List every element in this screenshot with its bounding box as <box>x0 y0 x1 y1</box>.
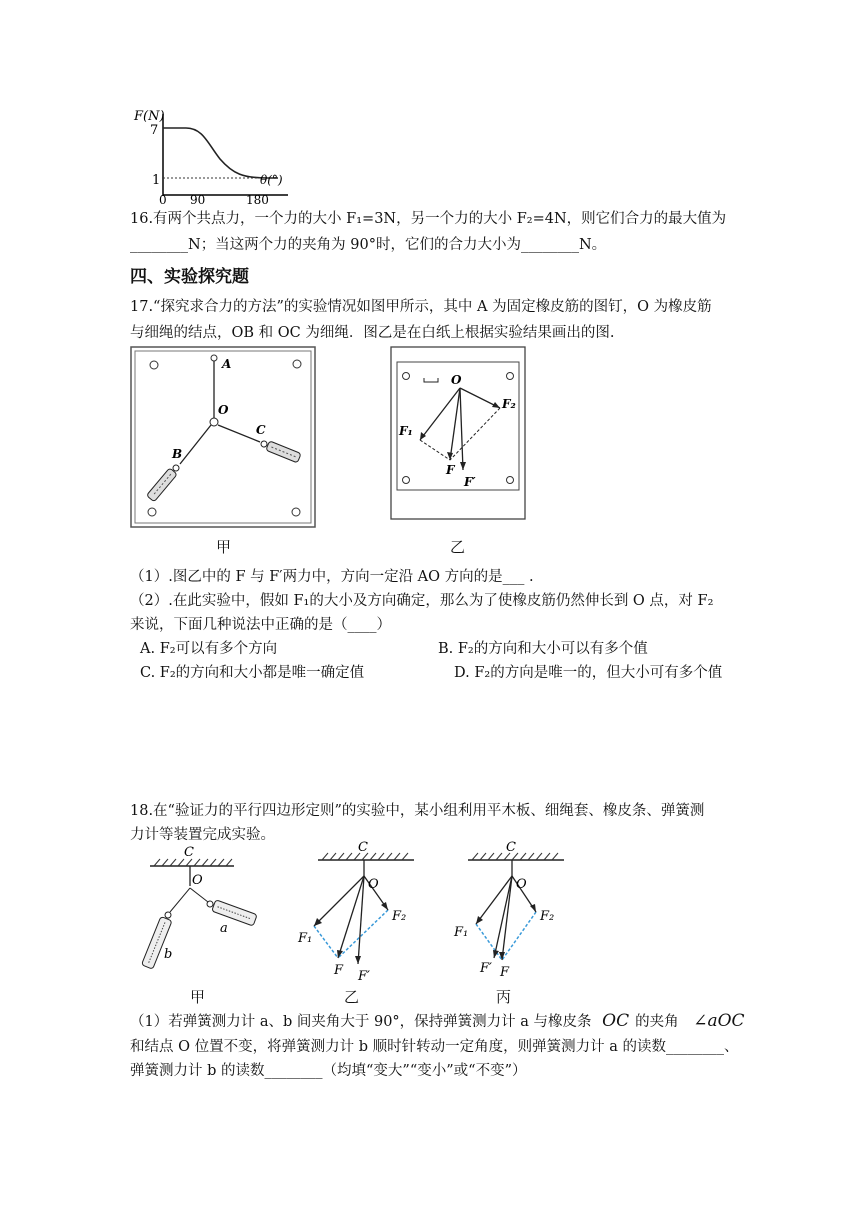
f2-arrowhead <box>381 902 388 910</box>
f-arrowhead <box>499 952 505 960</box>
force-angle-graph <box>128 104 298 206</box>
graph-ymax-label: 7 <box>150 123 159 138</box>
q17-option-c: C. F₂的方向和大小都是唯一确定值 <box>140 665 365 681</box>
f1-arrowhead <box>476 916 483 924</box>
graph-ylabel: F(N) <box>134 109 165 124</box>
label-f1: F₁ <box>298 931 313 946</box>
q18-part1-pre: （1）若弹簧测力计 a、b 间夹角大于 90°，保持弹簧测力计 a 与橡皮条 <box>130 1014 592 1030</box>
q18-line1: 18.在“验证力的平行四边形定则”的实验中，某小组利用平木板、细绳套、橡皮条、弹簧测 <box>130 803 705 819</box>
q18-angle-symbol: ∠aOC <box>693 1011 745 1031</box>
q17-yi-caption: 乙 <box>450 538 466 556</box>
graph-xlabel: θ(°) <box>260 173 283 187</box>
q18-yi-caption: 乙 <box>344 988 360 1006</box>
q18-bing-caption: 丙 <box>496 988 512 1006</box>
string-b <box>170 888 190 912</box>
board-outer <box>131 347 315 527</box>
knot-o <box>210 418 218 426</box>
q17-figure-jia <box>130 346 316 528</box>
spring-scale-a <box>205 897 257 926</box>
q18-part1-line2: 和结点 O 位置不变，将弹簧测力计 b 顺时针转动一定角度，则弹簧测力计 a 的读数________、 <box>130 1039 739 1055</box>
q18-jia-caption: 甲 <box>190 988 206 1006</box>
label-f1: F₁ <box>454 925 469 940</box>
pin-br <box>292 508 300 516</box>
q17-option-d: D. F₂的方向是唯一的，但大小可有多个值 <box>454 665 723 681</box>
q17-line2: 与细绳的结点，OB 和 OC 为细绳．图乙是在白纸上根据实验结果画出的图. <box>130 325 615 341</box>
q18-figure-jia <box>130 840 270 980</box>
fp-arrowhead <box>355 956 361 964</box>
q17-option-b: B. F₂的方向和大小可以有多个值 <box>438 641 648 657</box>
label-b: B <box>172 447 183 461</box>
pin-tl <box>403 373 410 380</box>
graph-curve <box>163 128 278 178</box>
q18-part1-line1 <box>130 1008 745 1035</box>
pin-a <box>211 355 217 361</box>
label-o: O <box>451 373 462 387</box>
q17-part1: （1）.图乙中的 F 与 F′两力中，方向一定沿 AO 方向的是___ . <box>130 569 534 585</box>
q17-part2-line2: 来说，下面几种说法中正确的是（____） <box>130 617 391 633</box>
label-c: C <box>506 840 516 855</box>
pin-tr <box>293 360 301 368</box>
pin-tr <box>507 373 514 380</box>
pin-br <box>507 477 514 484</box>
label-c: C <box>256 423 266 437</box>
label-f2: F₂ <box>502 397 516 411</box>
label-a: A <box>222 357 232 371</box>
graph-xtick-90: 90 <box>190 193 206 206</box>
label-o: O <box>368 877 379 892</box>
label-f: F <box>446 463 455 477</box>
q18-part1-line3: 弹簧测力计 b 的读数________（均填“变大”“变小”或“不变”） <box>130 1063 527 1079</box>
q18-figure-yi <box>290 840 420 984</box>
graph-xtick-180: 180 <box>246 193 269 206</box>
string-a <box>190 888 208 902</box>
pin-tl <box>150 361 158 369</box>
label-o: O <box>192 873 203 888</box>
label-c: C <box>358 840 368 855</box>
q17-part2-line1: （2）.在此实验中，假如 F₁的大小及方向确定，那么为了使橡皮筋仍然伸长到 O 点，对 F₂ <box>130 593 714 609</box>
label-fp: F′ <box>464 475 476 489</box>
label-a: a <box>220 921 228 936</box>
graph-xtick-0: 0 <box>159 193 167 206</box>
pin-bl <box>403 477 410 484</box>
arrows <box>476 876 536 960</box>
label-o: O <box>516 877 527 892</box>
label-f: F <box>500 965 510 980</box>
label-f2: F₂ <box>392 909 407 924</box>
q18-part1-mid: 的夹角 <box>635 1014 679 1030</box>
q18-oc-symbol: OC <box>602 1011 630 1031</box>
q17-option-a: A. F₂可以有多个方向 <box>140 641 278 657</box>
label-fp: F′ <box>480 961 492 976</box>
label-b: b <box>164 947 173 962</box>
label-fp: F′ <box>358 969 370 984</box>
label-f2: F₂ <box>540 909 555 924</box>
section-title: 四、实验探究题 <box>130 267 249 287</box>
q17-line1: 17.“探究求合力的方法”的实验情况如图甲所示，其中 A 为固定橡皮筋的图钉，O 为橡皮筋 <box>130 299 712 315</box>
label-f1: F₁ <box>399 424 413 438</box>
label-o: O <box>218 403 229 417</box>
q17-figure-yi <box>390 346 526 520</box>
pin-bl <box>148 508 156 516</box>
graph-ymin-label: 1 <box>152 173 161 188</box>
label-f: F <box>334 963 344 978</box>
q18-figure-bing <box>446 840 576 984</box>
ceiling-hatch <box>154 859 232 866</box>
dash-f1-f <box>314 926 338 958</box>
q16-line2: ________N；当这两个力的夹角为 90°时，它们的合力大小为________N。 <box>130 237 607 253</box>
q16-line1: 16.有两个共点力，一个力的大小 F₁=3N，另一个力的大小 F₂=4N，则它们合力的最大值为 <box>130 211 727 227</box>
q18-line2: 力计等装置完成实验。 <box>130 827 275 843</box>
q17-jia-caption: 甲 <box>216 538 232 556</box>
label-c: C <box>184 845 194 860</box>
